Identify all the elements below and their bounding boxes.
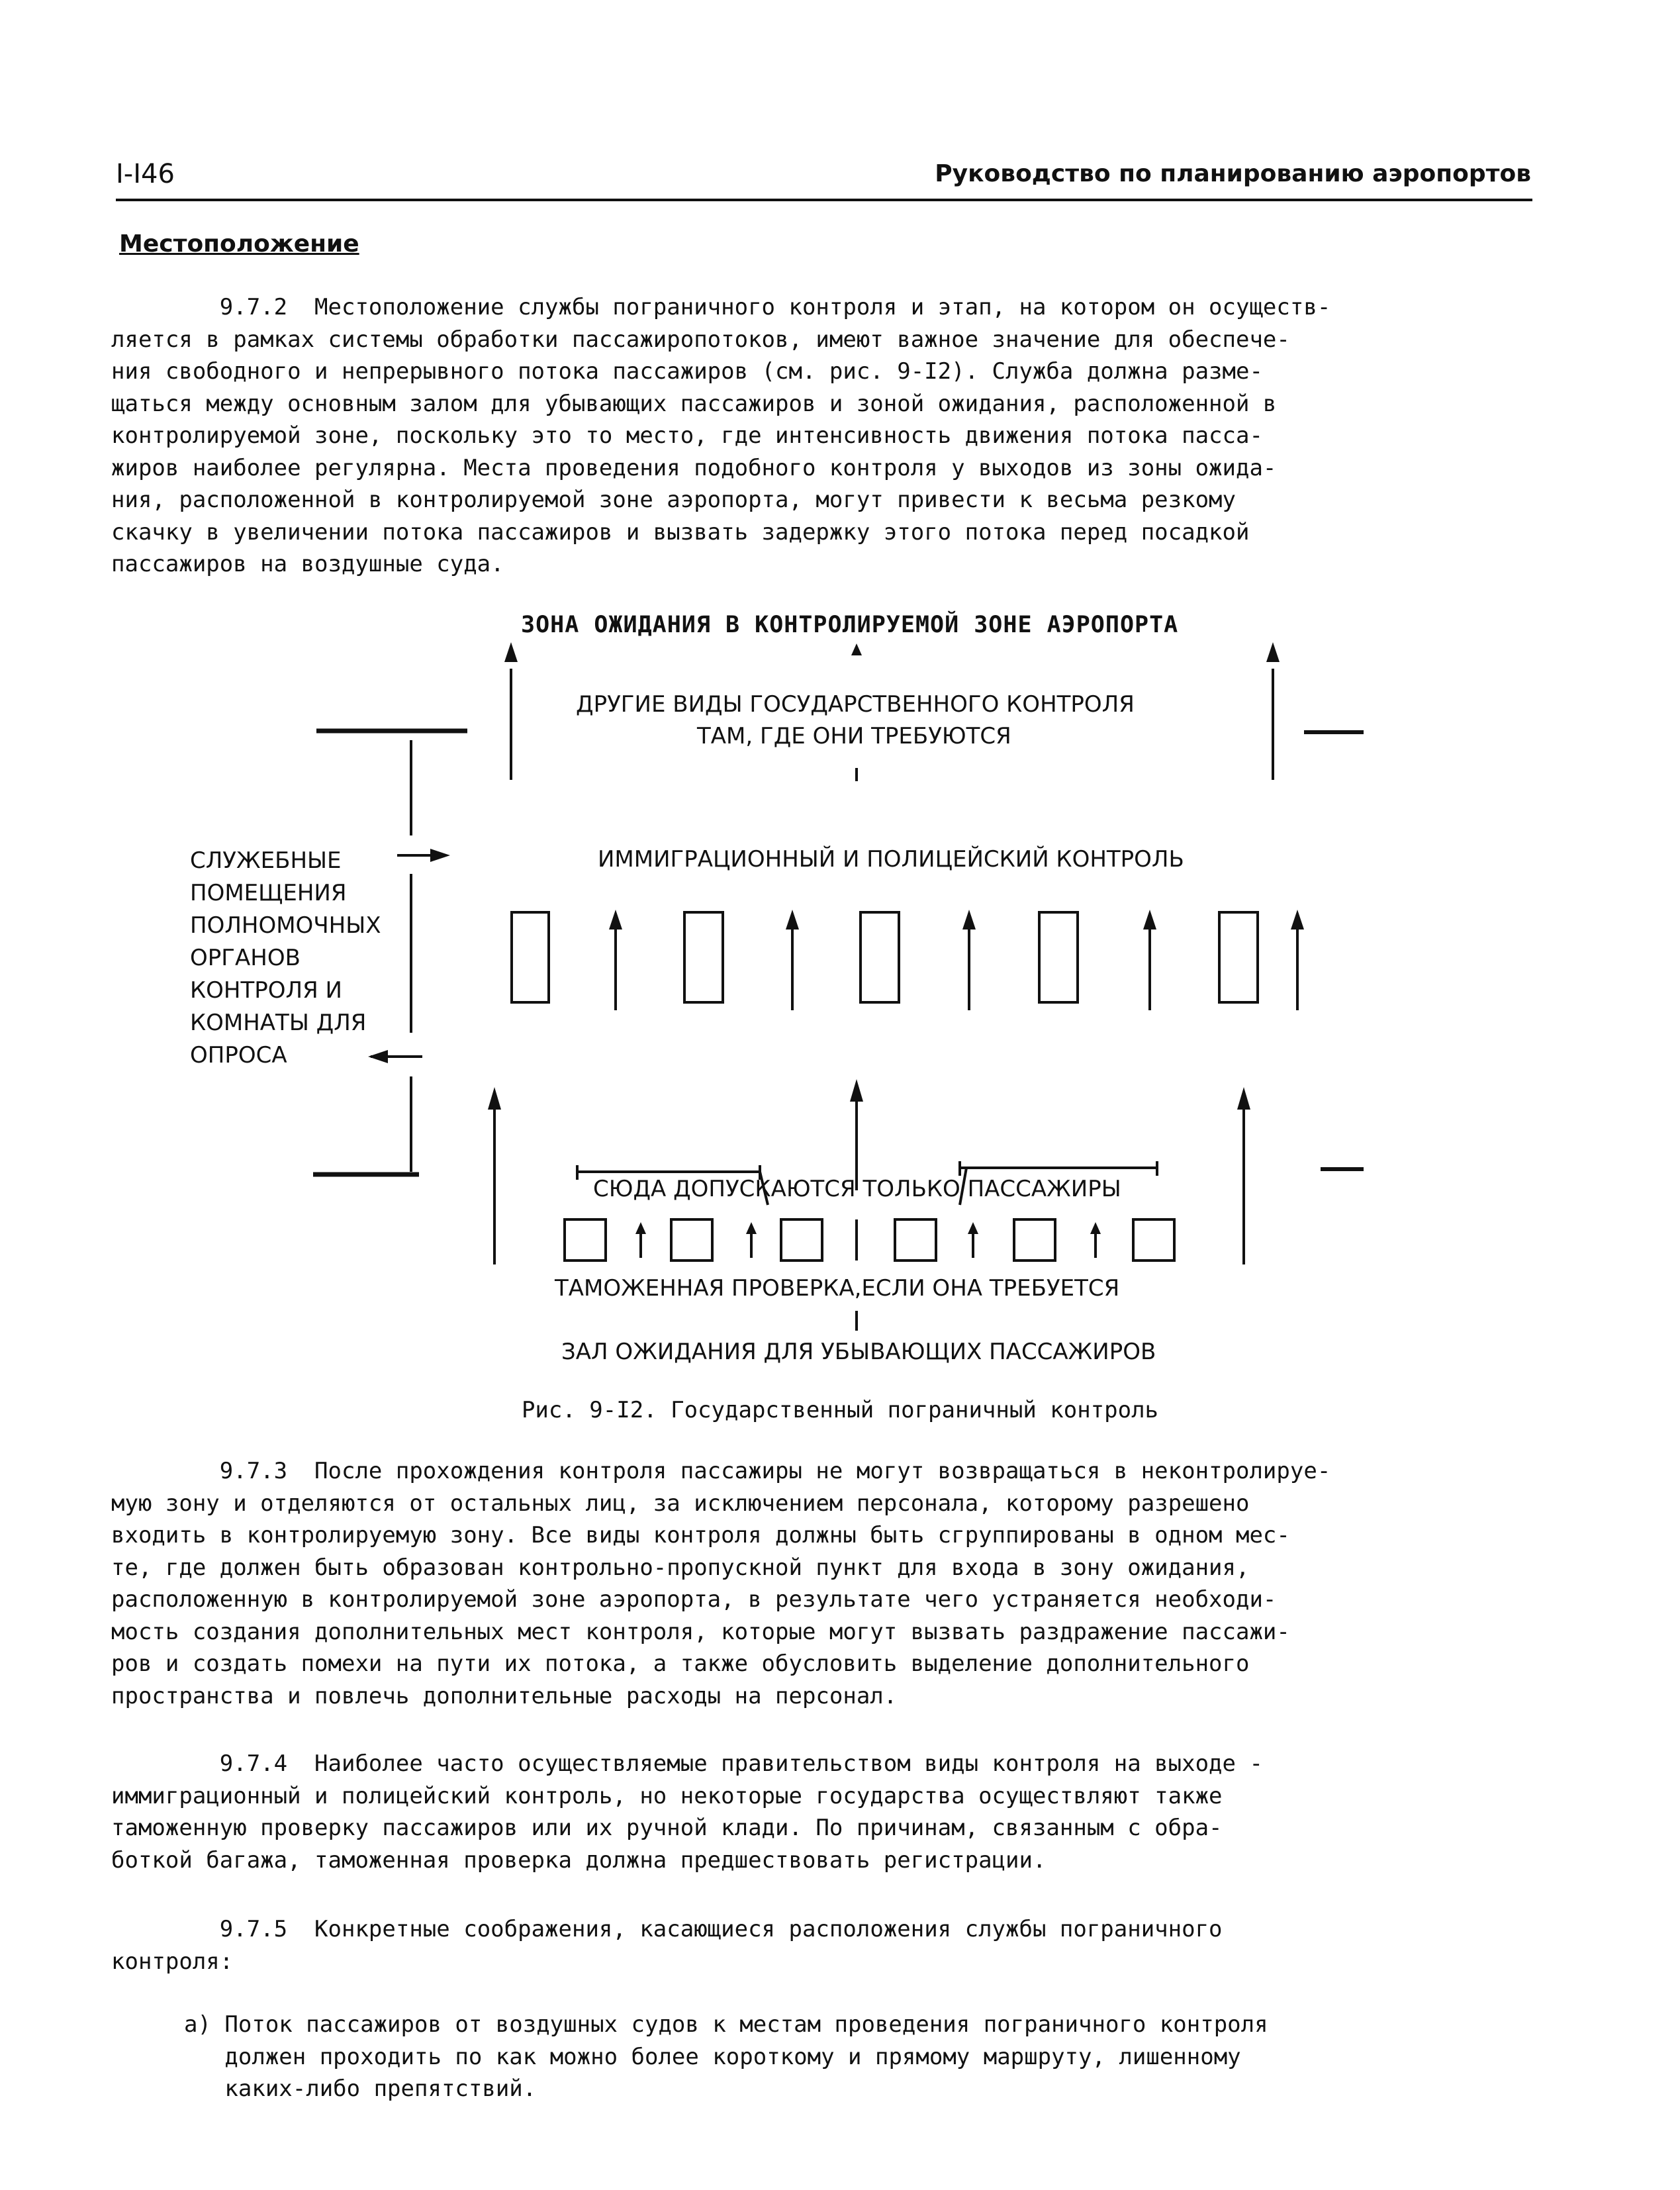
side-rooms-line: СЛУЖЕБНЫЕ bbox=[190, 847, 342, 874]
arrowhead-side-in bbox=[430, 849, 450, 862]
arrowhead-customs-4 bbox=[1090, 1222, 1101, 1234]
side-rooms-line: ОПРОСА bbox=[190, 1042, 287, 1069]
booth-4 bbox=[1039, 912, 1078, 1002]
arrowhead-booth-1 bbox=[609, 910, 622, 929]
arrowhead-customs-2 bbox=[746, 1222, 757, 1234]
side-rooms-line: КОНТРОЛЯ И bbox=[190, 977, 342, 1004]
arrowhead-booth-4 bbox=[1143, 910, 1156, 929]
section-title: Местоположение bbox=[119, 230, 359, 258]
list-item-a: а) Поток пассажиров от воздушных судов к местам проведения пограничного контроля должен проходить по как можно более короткому и прямому маршруту, лишенному каких-либо препятствий. bbox=[184, 2011, 1268, 2102]
paragraph-9-7-4: 9.7.4 Наиболее часто осуществляемые правительством виды контроля на выходе - иммиграционный и полицейский контроль, но некоторые государства осуществляют также таможенную проверку пассажиров или их ручной клади. По причинам, связанным с обра- боткой багажа, таможенная проверка должна предшествовать регистрации. bbox=[111, 1750, 1263, 1874]
booth-3 bbox=[861, 912, 899, 1002]
customs-booth-4 bbox=[895, 1219, 936, 1261]
arrowhead-lower-left bbox=[488, 1087, 501, 1110]
label-waiting-zone: ЗОНА ОЖИДАНИЯ В КОНТРОЛИРУЕМОЙ ЗОНЕ АЭРОПОРТА bbox=[521, 612, 1179, 638]
arrowhead-customs-1 bbox=[635, 1222, 646, 1234]
booth-5 bbox=[1219, 912, 1258, 1002]
arrowhead-booth-3 bbox=[962, 910, 976, 929]
label-immigration: ИММИГРАЦИОННЫЙ И ПОЛИЦЕЙСКИЙ КОНТРОЛЬ bbox=[598, 846, 1184, 873]
arrowhead-lower-center bbox=[850, 1079, 863, 1102]
figure-caption: Рис. 9-I2. Государственный пограничный контроль bbox=[521, 1397, 1159, 1423]
paragraph-9-7-3: 9.7.3 После прохождения контроля пассажиры не могут возвращаться в неконтролируе- мую зону и отделяются от остальных лиц, за исключением персонала, которому разрешено входить в контролируемую зону. Все виды контроля должны быть сгруппированы в одном мес- те, где должен быть образован контрольно-пропускной пункт для входа в зону ожидания, расположенную в контролируемой зоне аэропорта, в результате чего устраняется необходи- мость создания дополнительных мест контроля, которые могут вызвать раздражение пассажи- ров и создать помехи на пути их потока, а также обусловить выделение дополнительного пространства и повлечь дополнительные расходы на персонал. bbox=[111, 1458, 1331, 1709]
customs-booth-3 bbox=[781, 1219, 822, 1261]
arrowhead-booth-2 bbox=[786, 910, 799, 929]
label-other-controls-2: ТАМ, ГДЕ ОНИ ТРЕБУЮТСЯ bbox=[697, 723, 1011, 749]
side-rooms-line: ОРГАНОВ bbox=[190, 945, 301, 971]
label-side-rooms bbox=[190, 845, 381, 1072]
arrowhead-top-center bbox=[851, 643, 862, 655]
arrowhead-booth-5 bbox=[1291, 910, 1304, 929]
arrowhead-customs-3 bbox=[968, 1222, 978, 1234]
side-rooms-line: ПОМЕЩЕНИЯ bbox=[190, 880, 347, 906]
booth-2 bbox=[684, 912, 723, 1002]
customs-booth-6 bbox=[1133, 1219, 1174, 1261]
label-passengers-only: СЮДА ДОПУСКАЮТСЯ ТОЛЬКО ПАССАЖИРЫ bbox=[593, 1176, 1121, 1202]
running-title: Руководство по планированию аэропортов bbox=[935, 160, 1531, 187]
booth-1 bbox=[512, 912, 549, 1002]
side-rooms-line: ПОЛНОМОЧНЫХ bbox=[190, 912, 381, 939]
label-other-controls-1: ДРУГИЕ ВИДЫ ГОСУДАРСТВЕННОГО КОНТРОЛЯ bbox=[576, 691, 1135, 718]
paragraph-9-7-2: 9.7.2 Местоположение службы пограничного контроля и этап, на котором он осуществ- ляется в рамках системы обработки пассажиропотоков, имеют важное значение для обеспече- ния свободного и непрерывного потока пассажиров (см. рис. 9-I2). Служба должна разме- щаться между основным залом для убывающих пассажиров и зоной ожидания, расположенной в контролируемой зоне, поскольку это то место, где интенсивность движения потока пасса- жиров наиболее регулярна. Места проведения подобного контроля у выходов из зоны ожида- ния, расположенной в контролируемой зоне аэропорта, могут привести к весьма резкому скачку в увеличении потока пассажиров и вызвать задержку этого потока перед посадкой пассажиров на воздушные суда. bbox=[111, 294, 1331, 577]
customs-booth-5 bbox=[1014, 1219, 1055, 1261]
side-rooms-line: КОМНАТЫ ДЛЯ bbox=[190, 1010, 367, 1036]
customs-booth-1 bbox=[565, 1219, 606, 1261]
page-number: I-I46 bbox=[116, 159, 175, 189]
arrowhead-top-left bbox=[504, 642, 518, 662]
paragraph-9-7-5: 9.7.5 Конкретные соображения, касающиеся расположения службы пограничного контроля: bbox=[111, 1916, 1223, 1975]
arrowhead-top-right bbox=[1266, 642, 1280, 662]
arrowhead-lower-right bbox=[1237, 1087, 1250, 1110]
label-customs: ТАМОЖЕННАЯ ПРОВЕРКА,ЕСЛИ ОНА ТРЕБУЕТСЯ bbox=[555, 1275, 1120, 1302]
label-departure-hall: ЗАЛ ОЖИДАНИЯ ДЛЯ УБЫВАЮЩИХ ПАССАЖИРОВ bbox=[561, 1339, 1156, 1365]
customs-booth-2 bbox=[671, 1219, 712, 1261]
